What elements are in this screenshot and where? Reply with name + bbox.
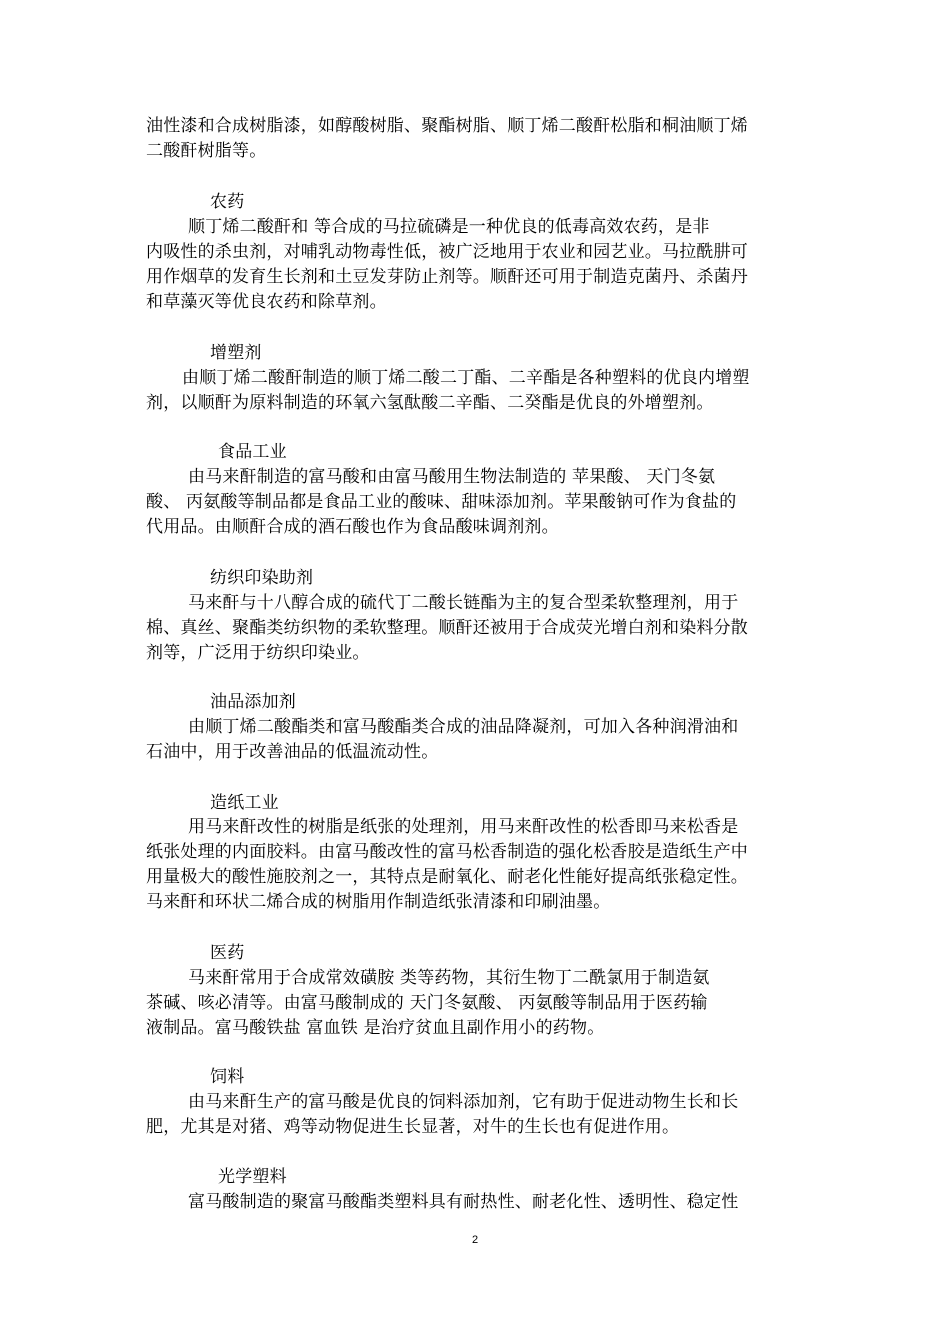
section-heading-optical-plastics: 光学塑料 bbox=[218, 1167, 287, 1187]
section-heading-feed: 饲料 bbox=[210, 1067, 245, 1087]
section-heading-paper-industry: 造纸工业 bbox=[210, 793, 279, 813]
paragraph-line: 马来酐和环状二烯合成的树脂用作制造纸张清漆和印刷油墨。 bbox=[146, 892, 611, 912]
paragraph-line: 由马来酐生产的富马酸是优良的饲料添加剂，它有助于促进动物生长和长 bbox=[188, 1092, 739, 1112]
paragraph-line: 代用品。由顺酐合成的酒石酸也作为食品酸味调剂剂。 bbox=[146, 517, 559, 537]
page-number: 2 bbox=[471, 1234, 479, 1246]
paragraph-line: 棉、真丝、聚酯类纺织物的柔软整理。顺酐还被用于合成荧光增白剂和染料分散 bbox=[146, 618, 748, 638]
paragraph-line: 茶碱、咳必清等。由富马酸制成的 天门冬氨酸、 丙氨酸等制品用于医药输 bbox=[146, 993, 708, 1013]
intro-line-1: 油性漆和合成树脂漆，如醇酸树脂、聚酯树脂、顺丁烯二酸酐松脂和桐油顺丁烯 bbox=[146, 116, 748, 136]
section-heading-plasticizer: 增塑剂 bbox=[210, 343, 262, 363]
paragraph-line: 液制品。富马酸铁盐 富血铁 是治疗贫血且副作用小的药物。 bbox=[146, 1018, 605, 1038]
paragraph-line: 用量极大的酸性施胶剂之一，其特点是耐氧化、耐老化性能好提高纸张稳定性。 bbox=[146, 867, 748, 887]
paragraph-line: 纸张处理的内面胶料。由富马酸改性的富马松香制造的强化松香胶是造纸生产中 bbox=[146, 842, 748, 862]
intro-line-2: 二酸酐树脂等。 bbox=[146, 141, 267, 161]
paragraph-line: 富马酸制造的聚富马酸酯类塑料具有耐热性、耐老化性、透明性、稳定性 bbox=[188, 1192, 739, 1212]
paragraph-line: 酸、 丙氨酸等制品都是食品工业的酸味、甜味添加剂。苹果酸钠可作为食盐的 bbox=[146, 492, 737, 512]
section-heading-pesticide: 农药 bbox=[210, 192, 245, 212]
paragraph-line: 剂等，广泛用于纺织印染业。 bbox=[146, 643, 370, 663]
paragraph-line: 由顺丁烯二酸酯类和富马酸酯类合成的油品降凝剂，可加入各种润滑油和 bbox=[188, 717, 739, 737]
paragraph-line: 顺丁烯二酸酐和 等合成的马拉硫磷是一种优良的低毒高效农药，是非 bbox=[188, 217, 710, 237]
paragraph-line: 由顺丁烯二酸酐制造的顺丁烯二酸二丁酯、二辛酯是各种塑料的优良内增塑 bbox=[182, 368, 750, 388]
paragraph-line: 内吸性的杀虫剂，对哺乳动物毒性低，被广泛地用于农业和园艺业。马拉酰肼可 bbox=[146, 242, 748, 262]
paragraph-line: 由马来酐制造的富马酸和由富马酸用生物法制造的 苹果酸、 天门冬氨 bbox=[188, 467, 716, 487]
paragraph-line: 肥，尤其是对猪、鸡等动物促进生长显著，对牛的生长也有促进作用。 bbox=[146, 1117, 680, 1137]
paragraph-line: 石油中，用于改善油品的低温流动性。 bbox=[146, 742, 439, 762]
section-heading-food-industry: 食品工业 bbox=[218, 442, 287, 462]
section-heading-oil-additives: 油品添加剂 bbox=[210, 692, 296, 712]
paragraph-line: 马来酐常用于合成常效磺胺 类等药物，其衍生物丁二酰氯用于制造氨 bbox=[188, 968, 710, 988]
paragraph-line: 用马来酐改性的树脂是纸张的处理剂，用马来酐改性的松香即马来松香是 bbox=[188, 817, 739, 837]
paragraph-line: 和草藻灭等优良农药和除草剂。 bbox=[146, 292, 387, 312]
section-heading-medicine: 医药 bbox=[210, 943, 245, 963]
section-heading-textile-auxiliaries: 纺织印染助剂 bbox=[210, 568, 314, 588]
paragraph-line: 用作烟草的发育生长剂和土豆发芽防止剂等。顺酐还可用于制造克菌丹、杀菌丹 bbox=[146, 267, 748, 287]
paragraph-line: 马来酐与十八醇合成的硫代丁二酸长链酯为主的复合型柔软整理剂，用于 bbox=[188, 593, 739, 613]
paragraph-line: 剂，以顺酐为原料制造的环氧六氢酞酸二辛酯、二癸酯是优良的外增塑剂。 bbox=[146, 393, 714, 413]
